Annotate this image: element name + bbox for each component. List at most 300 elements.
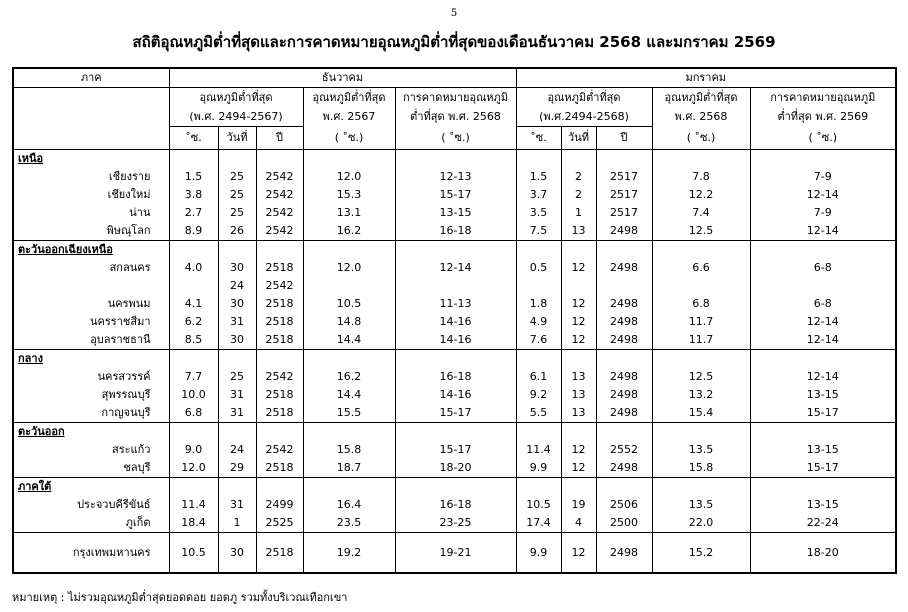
table-row — [13, 533, 896, 574]
data-cell: 31 — [218, 386, 256, 404]
station-name: ชลบุรี — [13, 459, 169, 478]
data-cell: 12 — [561, 331, 596, 350]
m2-sub-temp: ˚ซ. — [516, 127, 561, 150]
data-cell: 14-16 — [395, 313, 516, 331]
m2-record-header — [516, 88, 652, 127]
data-cell: 13 — [561, 386, 596, 404]
data-cell: 31 — [218, 496, 256, 514]
data-cell: 6-8 — [750, 259, 896, 277]
station-name: สุพรรณบุรี — [13, 386, 169, 404]
data-cell: 14-16 — [395, 386, 516, 404]
m1-forecast-label: การคาดหมายอุณหภูมิ — [402, 91, 509, 105]
data-cell: 12 — [561, 459, 596, 478]
data-cell: 10.5 — [169, 533, 218, 574]
data-cell: 11-13 — [395, 295, 516, 313]
table-row — [13, 186, 896, 204]
station-name: อุบลราชธานี — [13, 331, 169, 350]
data-cell: 12.2 — [652, 186, 750, 204]
region-empty-cell — [303, 241, 395, 260]
region-row — [13, 241, 896, 260]
data-cell: 12 — [561, 295, 596, 313]
region-empty-cell — [652, 241, 750, 260]
data-cell: 15.8 — [652, 459, 750, 478]
region-empty-cell — [750, 478, 896, 497]
data-cell: 29 — [218, 459, 256, 478]
table-row — [13, 368, 896, 386]
station-name: นครสวรรค์ — [13, 368, 169, 386]
data-cell: 2518 — [265, 406, 294, 419]
region-empty-cell — [561, 350, 596, 369]
data-cell: 31 — [218, 313, 256, 331]
station-name: น่าน — [13, 204, 169, 222]
data-cell: 12 — [561, 259, 596, 277]
data-cell: 15-17 — [750, 404, 896, 423]
table-row — [13, 204, 896, 222]
data-cell: 15-17 — [395, 186, 516, 204]
station-name: กาญจนบุรี — [13, 404, 169, 423]
data-cell: 13 — [561, 222, 596, 241]
data-cell — [750, 277, 896, 295]
data-cell: 12-14 — [750, 368, 896, 386]
data-cell: 25 — [218, 368, 256, 386]
data-cell: 31 — [218, 404, 256, 423]
m1-sub-temp: ˚ซ. — [169, 127, 218, 150]
region-empty-cell — [516, 423, 561, 442]
table-row — [13, 514, 896, 533]
region-empty-cell — [561, 241, 596, 260]
m2-record-period: (พ.ศ.2494-2568) — [539, 110, 629, 123]
data-cell: 16-18 — [395, 368, 516, 386]
data-cell: 13-15 — [750, 441, 896, 459]
data-cell: 13 — [561, 404, 596, 423]
data-cell: 3.7 — [516, 186, 561, 204]
m1-record-header — [169, 88, 303, 127]
region-empty-cell — [561, 423, 596, 442]
m1-last-year: พ.ศ. 2567 — [322, 110, 376, 124]
data-cell: 12-13 — [395, 168, 516, 186]
data-cell: 2518 — [265, 461, 294, 474]
data-cell: 12 — [561, 313, 596, 331]
data-cell: 13-15 — [395, 204, 516, 222]
data-cell: 19 — [561, 496, 596, 514]
data-cell: 14-16 — [395, 331, 516, 350]
data-cell: 4 — [561, 514, 596, 533]
table-row — [13, 259, 896, 277]
data-cell: 12.5 — [652, 368, 750, 386]
data-cell: 2.7 — [169, 204, 218, 222]
region-empty-cell — [516, 150, 561, 169]
station-name: สระแก้ว — [13, 441, 169, 459]
m2-sub-year: ปี — [596, 127, 652, 150]
table-row — [13, 295, 896, 313]
region-empty-cell — [256, 241, 303, 260]
data-cell: 30 — [218, 295, 256, 313]
data-cell — [596, 277, 652, 295]
m2-record-label: อุณหภูมิต่ำที่สุด — [547, 91, 621, 104]
station-name: นครพนม — [13, 295, 169, 313]
station-name: นครราชสีมา — [13, 313, 169, 331]
region-empty-cell — [169, 350, 218, 369]
m2-last-header — [652, 88, 750, 127]
data-cell: 1 — [561, 204, 596, 222]
region-header-blank — [13, 88, 169, 150]
temperature-table — [12, 67, 897, 574]
region-heading: ภาคใต้ — [13, 478, 169, 497]
data-cell: 2525 — [265, 516, 294, 529]
data-cell: 13-15 — [750, 386, 896, 404]
data-cell: 25 — [218, 204, 256, 222]
region-empty-cell — [561, 478, 596, 497]
data-cell: 15.3 — [303, 186, 395, 204]
region-empty-cell — [256, 350, 303, 369]
data-cell: 3.8 — [169, 186, 218, 204]
station-name: เชียงราย — [13, 168, 169, 186]
month2-header: มกราคม — [516, 68, 896, 88]
data-cell: 1.5 — [516, 168, 561, 186]
data-cell: 15.8 — [303, 441, 395, 459]
data-cell: 6.8 — [652, 295, 750, 313]
m1-forecast-unit: ( ˚ซ.) — [395, 127, 516, 150]
data-cell — [516, 277, 561, 295]
data-cell: 15-17 — [395, 441, 516, 459]
data-cell: 23.5 — [303, 514, 395, 533]
data-cell: 19-21 — [395, 533, 516, 574]
region-row — [13, 150, 896, 169]
data-cell: 2542 — [265, 170, 294, 183]
data-cell: 12-14 — [750, 222, 896, 241]
m2-sub-day: วันที่ — [561, 127, 596, 150]
data-cell: 12.0 — [303, 259, 395, 277]
data-cell: 15.2 — [652, 533, 750, 574]
region-empty-cell — [596, 478, 652, 497]
region-empty-cell — [303, 150, 395, 169]
station-name: ประจวบคีรีขันธ์ — [13, 496, 169, 514]
data-cell: 12.0 — [303, 168, 395, 186]
data-cell: 23-25 — [395, 514, 516, 533]
table-row — [13, 313, 896, 331]
data-cell: 2498 — [610, 297, 639, 310]
data-cell: 2500 — [610, 516, 639, 529]
table-row — [13, 386, 896, 404]
station-name: เชียงใหม่ — [13, 186, 169, 204]
data-cell: 14.4 — [303, 331, 395, 350]
m1-record-label: อุณหภูมิต่ำที่สุด — [199, 91, 273, 104]
station-name: ภูเก็ต — [13, 514, 169, 533]
table-row — [13, 168, 896, 186]
data-cell: 2498 — [610, 461, 639, 474]
data-cell: 13.1 — [303, 204, 395, 222]
data-cell: 2518 — [265, 333, 294, 346]
region-empty-cell — [652, 150, 750, 169]
data-cell: 1 — [218, 514, 256, 533]
data-cell: 2498 — [610, 224, 639, 237]
region-empty-cell — [303, 350, 395, 369]
station-name: พิษณุโลก — [13, 222, 169, 241]
data-cell: 2499 — [265, 498, 294, 511]
m2-last-unit: ( ˚ซ.) — [652, 127, 750, 150]
region-empty-cell — [256, 150, 303, 169]
m1-forecast-header — [395, 88, 516, 127]
region-empty-cell — [395, 150, 516, 169]
region-row — [13, 478, 896, 497]
data-cell: 15.4 — [652, 404, 750, 423]
data-cell: 9.9 — [516, 459, 561, 478]
data-cell: 30 — [218, 533, 256, 574]
data-cell: 4.0 — [169, 259, 218, 277]
data-cell — [169, 277, 218, 295]
data-cell: 12-14 — [750, 186, 896, 204]
station-name: สกลนคร — [13, 259, 169, 277]
region-empty-cell — [218, 350, 256, 369]
data-cell: 2 — [561, 186, 596, 204]
data-cell: 13.5 — [652, 441, 750, 459]
data-cell: 7.7 — [169, 368, 218, 386]
m1-last-label: อุณหภูมิต่ำที่สุด — [312, 91, 386, 105]
data-cell: 22-24 — [750, 514, 896, 533]
data-cell: 8.9 — [169, 222, 218, 241]
data-cell: 30 — [218, 259, 256, 277]
region-empty-cell — [750, 150, 896, 169]
data-cell: 6.1 — [516, 368, 561, 386]
data-cell: 8.5 — [169, 331, 218, 350]
data-cell: 10.0 — [169, 386, 218, 404]
data-cell: 6.6 — [652, 259, 750, 277]
region-heading: ตะวันออกเฉียงเหนือ — [13, 241, 169, 260]
data-cell: 7.6 — [516, 331, 561, 350]
data-cell: 6.8 — [169, 404, 218, 423]
data-cell: 9.9 — [516, 533, 561, 574]
data-cell: 1.5 — [169, 168, 218, 186]
data-cell: 2498 — [610, 406, 639, 419]
data-cell: 14.4 — [303, 386, 395, 404]
data-cell: 11.4 — [169, 496, 218, 514]
region-empty-cell — [652, 423, 750, 442]
data-cell: 2542 — [265, 188, 294, 201]
data-cell: 2517 — [610, 170, 639, 183]
data-cell: 16-18 — [395, 222, 516, 241]
data-cell: 16.2 — [303, 222, 395, 241]
m2-forecast-unit: ( ˚ซ.) — [750, 127, 896, 150]
region-empty-cell — [256, 478, 303, 497]
region-empty-cell — [303, 478, 395, 497]
region-empty-cell — [652, 350, 750, 369]
data-cell: 12.0 — [169, 459, 218, 478]
data-cell: 2506 — [610, 498, 639, 511]
data-cell: 2498 — [610, 370, 639, 383]
data-cell: 2542 — [265, 443, 294, 456]
data-cell: 4.1 — [169, 295, 218, 313]
data-cell: 7-9 — [750, 204, 896, 222]
page-number: 5 — [450, 8, 458, 19]
data-cell: 13.2 — [652, 386, 750, 404]
region-empty-cell — [303, 423, 395, 442]
data-cell: 2518 — [265, 297, 294, 310]
data-cell: 6-8 — [750, 295, 896, 313]
table-row — [13, 441, 896, 459]
data-cell: 7.5 — [516, 222, 561, 241]
data-cell: 7.8 — [652, 168, 750, 186]
data-cell: 16.4 — [303, 496, 395, 514]
region-empty-cell — [218, 478, 256, 497]
data-cell: 10.5 — [516, 496, 561, 514]
data-cell: 24 — [218, 277, 256, 295]
region-empty-cell — [169, 241, 218, 260]
region-empty-cell — [169, 150, 218, 169]
region-empty-cell — [652, 478, 750, 497]
data-cell — [395, 277, 516, 295]
page-title: สถิติอุณหภูมิต่ำที่สุดและการคาดหมายอุณหภูมิต่ำที่สุดของเดือนธันวาคม 2568 และมกราคม 2569 — [132, 33, 776, 51]
data-cell: 15-17 — [750, 459, 896, 478]
region-row — [13, 350, 896, 369]
data-cell: 18.7 — [303, 459, 395, 478]
m1-forecast-year: ต่ำที่สุด พ.ศ. 2568 — [410, 110, 501, 124]
region-empty-cell — [750, 350, 896, 369]
data-cell: 11.4 — [516, 441, 561, 459]
data-cell: 9.0 — [169, 441, 218, 459]
region-row — [13, 423, 896, 442]
region-empty-cell — [395, 350, 516, 369]
m2-forecast-year: ต่ำที่สุด พ.ศ. 2569 — [777, 110, 869, 124]
data-cell: 2552 — [610, 443, 639, 456]
data-cell: 12 — [561, 441, 596, 459]
footnote: หมายเหตุ : ไม่รวมอุณหภูมิต่ำสุดยอดดอย ยอดภู รวมทั้งบริเวณเทือกเขา — [12, 591, 348, 604]
region-empty-cell — [395, 241, 516, 260]
data-cell: 5.5 — [516, 404, 561, 423]
m1-last-unit: ( ˚ซ.) — [303, 127, 395, 150]
region-empty-cell — [218, 423, 256, 442]
data-cell: 2517 — [610, 188, 639, 201]
data-cell — [303, 277, 395, 295]
data-cell: 2542 — [265, 224, 294, 237]
region-heading: เหนือ — [13, 150, 169, 169]
data-cell: 10.5 — [303, 295, 395, 313]
data-cell: 2518 — [256, 533, 303, 574]
region-empty-cell — [596, 150, 652, 169]
m1-last-header — [303, 88, 395, 127]
data-cell: 18.4 — [169, 514, 218, 533]
region-heading: กลาง — [13, 350, 169, 369]
region-empty-cell — [596, 423, 652, 442]
region-empty-cell — [516, 350, 561, 369]
table-row — [13, 222, 896, 241]
region-empty-cell — [561, 150, 596, 169]
m1-sub-year: ปี — [256, 127, 303, 150]
region-empty-cell — [516, 478, 561, 497]
data-cell: 18-20 — [750, 533, 896, 574]
data-cell: 13 — [561, 368, 596, 386]
station-name: กรุงเทพมหานคร — [13, 533, 169, 574]
data-cell: 15.5 — [303, 404, 395, 423]
data-cell: 18-20 — [395, 459, 516, 478]
data-cell: 2542 — [265, 206, 294, 219]
m2-last-label: อุณหภูมิต่ำที่สุด — [664, 91, 738, 105]
data-cell: 25 — [218, 168, 256, 186]
table-row — [13, 459, 896, 478]
data-cell: 11.7 — [652, 313, 750, 331]
month1-header: ธันวาคม — [169, 68, 516, 88]
region-empty-cell — [218, 150, 256, 169]
data-cell: 1.8 — [516, 295, 561, 313]
table-body — [13, 150, 896, 574]
data-cell: 16.2 — [303, 368, 395, 386]
data-cell: 2518 — [265, 261, 294, 274]
station-name — [13, 277, 169, 295]
data-cell: 2498 — [610, 388, 639, 401]
data-cell: 22.0 — [652, 514, 750, 533]
region-empty-cell — [256, 423, 303, 442]
data-cell: 2518 — [265, 388, 294, 401]
data-cell: 17.4 — [516, 514, 561, 533]
m2-last-year: พ.ศ. 2568 — [674, 110, 728, 124]
data-cell: 2518 — [265, 315, 294, 328]
region-empty-cell — [750, 423, 896, 442]
region-empty-cell — [750, 241, 896, 260]
data-cell: 24 — [218, 441, 256, 459]
data-cell: 13.5 — [652, 496, 750, 514]
table-row — [13, 331, 896, 350]
data-cell: 14.8 — [303, 313, 395, 331]
data-cell: 3.5 — [516, 204, 561, 222]
m2-forecast-label: การคาดหมายอุณหภูมิ — [770, 91, 876, 105]
data-cell: 12.5 — [652, 222, 750, 241]
table-row — [13, 404, 896, 423]
data-cell — [561, 277, 596, 295]
data-cell: 6.2 — [169, 313, 218, 331]
data-cell: 12-14 — [395, 259, 516, 277]
data-cell: 2 — [561, 168, 596, 186]
region-empty-cell — [516, 241, 561, 260]
data-cell: 2498 — [610, 333, 639, 346]
data-cell: 25 — [218, 186, 256, 204]
table-row — [13, 277, 896, 295]
data-cell: 12 — [561, 533, 596, 574]
table-row — [13, 496, 896, 514]
data-cell: 2498 — [596, 533, 652, 574]
data-cell — [652, 277, 750, 295]
region-empty-cell — [596, 350, 652, 369]
data-cell: 12-14 — [750, 313, 896, 331]
data-cell: 26 — [218, 222, 256, 241]
m2-forecast-header — [750, 88, 896, 127]
data-cell: 16-18 — [395, 496, 516, 514]
data-cell: 7-9 — [750, 168, 896, 186]
data-cell: 30 — [218, 331, 256, 350]
data-cell: 15-17 — [395, 404, 516, 423]
data-cell: 2542 — [265, 279, 294, 292]
data-cell: 2498 — [610, 315, 639, 328]
region-header: ภาค — [13, 68, 169, 88]
region-empty-cell — [395, 478, 516, 497]
data-cell: 4.9 — [516, 313, 561, 331]
region-heading: ตะวันออก — [13, 423, 169, 442]
data-cell: 2517 — [610, 206, 639, 219]
data-cell: 7.4 — [652, 204, 750, 222]
region-empty-cell — [395, 423, 516, 442]
data-cell: 12-14 — [750, 331, 896, 350]
data-cell: 9.2 — [516, 386, 561, 404]
data-cell: 0.5 — [516, 259, 561, 277]
data-cell: 11.7 — [652, 331, 750, 350]
data-cell: 19.2 — [303, 533, 395, 574]
region-empty-cell — [218, 241, 256, 260]
region-empty-cell — [169, 423, 218, 442]
data-cell: 13-15 — [750, 496, 896, 514]
region-empty-cell — [169, 478, 218, 497]
m1-record-period: (พ.ศ. 2494-2567) — [189, 110, 283, 123]
data-cell: 2498 — [610, 261, 639, 274]
region-empty-cell — [596, 241, 652, 260]
m1-sub-day: วันที่ — [218, 127, 256, 150]
